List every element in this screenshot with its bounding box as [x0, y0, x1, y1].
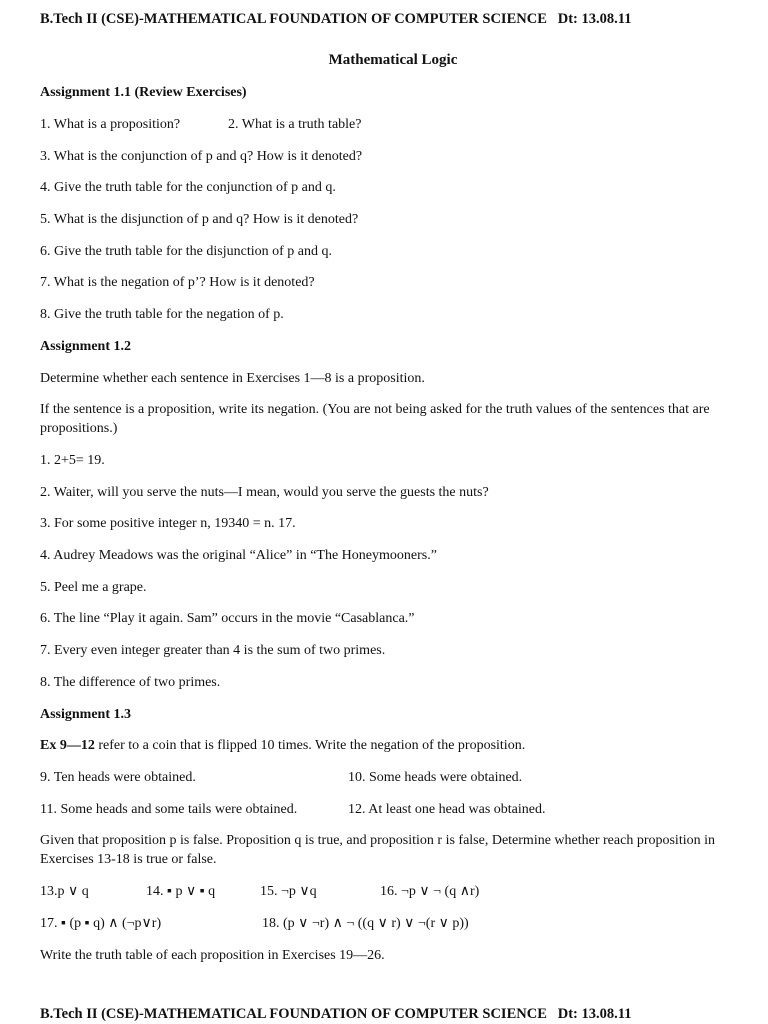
- given-statement: Given that proposition p is false. Proposition q is true, and proposition r is false, Determine whether reach proposition in Exercises 13-18 is true or false.: [40, 833, 715, 867]
- question-1: 1. What is a proposition?: [40, 117, 181, 132]
- list-item: 5. Peel me a grape.: [40, 580, 147, 595]
- closing-instruction: Write the truth table of each proposition in Exercises 19—26.: [40, 948, 385, 963]
- page-title: Mathematical Logic: [328, 52, 458, 68]
- question-13: 13.p ∨ q: [40, 884, 89, 899]
- question-7: 7. What is the negation of p’? How is it denoted?: [40, 275, 315, 290]
- list-item: 6. The line “Play it again. Sam” occurs in the movie “Casablanca.”: [40, 611, 415, 626]
- list-item: 7. Every even integer greater than 4 is the sum of two primes.: [40, 643, 386, 658]
- list-item: 4. Audrey Meadows was the original “Alice” in “The Honeymooners.”: [40, 548, 437, 563]
- course-title: B.Tech II (CSE)-MATHEMATICAL FOUNDATION OF COMPUTER SCIENCE: [40, 1006, 547, 1022]
- question-5: 5. What is the disjunction of p and q? How is it denoted?: [40, 212, 359, 227]
- exercise-range-label: Ex 9—12: [40, 738, 95, 753]
- document-header: [40, 10, 631, 28]
- question-16: 16. ¬p ∨ ¬ (q ∧r): [380, 884, 480, 899]
- question-3: 3. What is the conjunction of p and q? How is it denoted?: [40, 149, 363, 164]
- document-header: [40, 1005, 631, 1023]
- header-date: Dt: 13.08.11: [557, 1006, 632, 1022]
- assignment-1-2-heading: Assignment 1.2: [40, 339, 132, 354]
- question-18: 18. (p ∨ ¬r) ∧ ¬ ((q ∨ r) ∨ ¬(r ∨ p)): [262, 916, 469, 931]
- list-item: 8. The difference of two primes.: [40, 675, 221, 690]
- question-11: 11. Some heads and some tails were obtained.: [40, 802, 298, 817]
- question-15: 15. ¬p ∨q: [260, 884, 317, 899]
- question-14: 14. ▪ p ∨ ▪ q: [146, 884, 216, 899]
- list-item: 1. 2+5= 19.: [40, 453, 105, 468]
- question-8: 8. Give the truth table for the negation of p.: [40, 307, 284, 322]
- list-item: 3. For some positive integer n, 19340 = n. 17.: [40, 516, 296, 531]
- list-item: 2. Waiter, will you serve the nuts—I mean, would you serve the guests the nuts?: [40, 485, 489, 500]
- question-2: 2. What is a truth table?: [228, 117, 362, 132]
- assignment-1-3-heading: Assignment 1.3: [40, 707, 132, 722]
- question-10: 10. Some heads were obtained.: [348, 770, 523, 785]
- header-date: Dt: 13.08.11: [557, 11, 632, 27]
- assignment-1-1-heading: Assignment 1.1 (Review Exercises): [40, 85, 247, 100]
- exercise-range-text: refer to a coin that is flipped 10 times. Write the negation of the proposition.: [94, 738, 526, 753]
- question-4: 4. Give the truth table for the conjunction of p and q.: [40, 180, 336, 195]
- question-12: 12. At least one head was obtained.: [348, 802, 546, 817]
- assignment-1-2-intro: Determine whether each sentence in Exercises 1—8 is a proposition.: [40, 371, 425, 386]
- assignment-1-2-instruction: If the sentence is a proposition, write its negation. (You are not being asked for the truth values of the sentences that are propositions.): [40, 402, 710, 436]
- course-title: B.Tech II (CSE)-MATHEMATICAL FOUNDATION OF COMPUTER SCIENCE: [40, 11, 547, 27]
- question-17: 17. ▪ (p ▪ q) ∧ (¬p∨r): [40, 916, 162, 931]
- question-6: 6. Give the truth table for the disjunction of p and q.: [40, 244, 332, 259]
- question-9: 9. Ten heads were obtained.: [40, 770, 196, 785]
- exercise-intro: [40, 737, 525, 755]
